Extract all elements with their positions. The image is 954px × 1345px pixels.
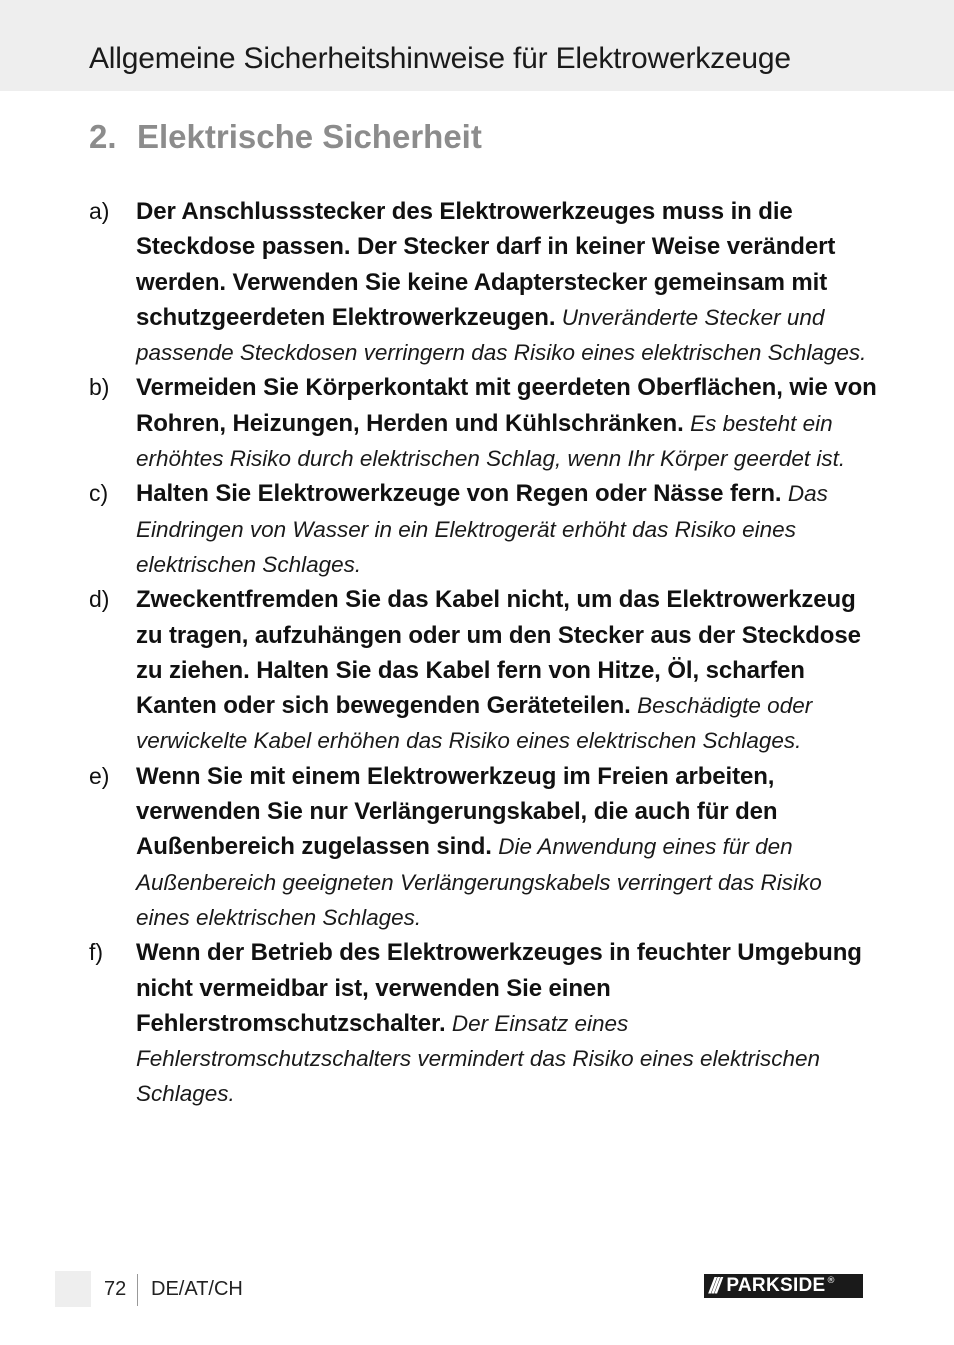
item-italic-text: Das Eindringen von Wasser in ein Elektrogerät erhöht das Risiko eines elektrischen Schlages. bbox=[136, 481, 828, 577]
list-item-e bbox=[89, 759, 879, 935]
item-body bbox=[136, 370, 879, 476]
item-body bbox=[136, 582, 879, 758]
item-marker: a) bbox=[89, 198, 110, 224]
item-bold-text: Halten Sie Elektrowerkzeuge von Regen oder Nässe fern. bbox=[136, 480, 782, 508]
section-title: Elektrische Sicherheit bbox=[137, 118, 482, 155]
item-bold-text: Wenn Sie mit einem Elektrowerkzeug im Freien arbeiten, verwenden Sie nur Verlängerungskabel, die auch für den Außenbereich zugelassen sind. bbox=[136, 762, 778, 861]
logo-brand-text: PARKSIDE bbox=[726, 1275, 826, 1296]
safety-list bbox=[89, 194, 879, 1112]
page-header-title: Allgemeine Sicherheitshinweise für Elektrowerkzeuge bbox=[89, 42, 791, 75]
item-body bbox=[136, 476, 879, 582]
item-body bbox=[136, 759, 879, 935]
item-bold-text: Vermeiden Sie Körperkontakt mit geerdeten Oberflächen, wie von Rohren, Heizungen, Herden und Kühlschränken. bbox=[136, 374, 877, 437]
item-italic-text: Die Anwendung eines für den Außenbereich geeigneten Verlängerungskabels verringert das Risiko eines elektrischen Schlages. bbox=[136, 834, 822, 930]
logo-registered-mark: ® bbox=[826, 1276, 836, 1286]
locale-label: DE/AT/CH bbox=[151, 1278, 243, 1300]
section-heading bbox=[89, 118, 482, 156]
footer-divider bbox=[137, 1274, 138, 1306]
logo-stripes-icon: /// bbox=[709, 1274, 719, 1298]
item-italic-text: Beschädigte oder verwickelte Kabel erhöhen das Risiko eines elektrischen Schlages. bbox=[136, 693, 813, 754]
list-item-b bbox=[89, 370, 879, 476]
section-number: 2. bbox=[89, 118, 117, 155]
item-bold-text: Der Anschlussstecker des Elektrowerkzeuges muss in die Steckdose passen. Der Stecker darf in keiner Weise verändert werden. Verwenden Sie keine Adapterstecker gemeinsam mit schutzgeerdeten Elektrowerkzeugen. bbox=[136, 198, 836, 331]
item-italic-text: Unveränderte Stecker und passende Steckdosen verringern das Risiko eines elektrischen Schlages. bbox=[136, 304, 867, 366]
item-marker: e) bbox=[89, 762, 110, 789]
parkside-logo bbox=[704, 1274, 863, 1298]
item-italic-text: Es besteht ein erhöhtes Risiko durch elektrischen Schlag, wenn Ihr Körper geerdet ist. bbox=[136, 410, 846, 472]
item-bold-text: Wenn der Betrieb des Elektrowerkzeuges in feuchter Umgebung nicht vermeidbar ist, verwenden Sie einen Fehlerstromschutzschalter. bbox=[136, 939, 862, 1037]
page-number: 72 bbox=[104, 1278, 127, 1300]
item-marker: b) bbox=[89, 374, 110, 401]
list-item-d bbox=[89, 582, 879, 758]
list-item-a bbox=[89, 194, 879, 370]
item-bold-text: Zweckentfremden Sie das Kabel nicht, um das Elektrowerkzeug zu tragen, aufzuhängen oder um den Stecker aus der Steckdose zu ziehen. Halten Sie das Kabel fern von Hitze, Öl, scharfen Kanten oder sich bewegenden Geräteteilen. bbox=[136, 586, 861, 720]
item-italic-text: Der Einsatz eines Fehlerstromschutzschalters vermindert das Risiko eines elektrischen Schlages. bbox=[136, 1010, 821, 1107]
footer-page-box bbox=[55, 1271, 91, 1307]
item-marker: c) bbox=[89, 480, 109, 507]
list-item-c bbox=[89, 476, 879, 582]
list-item-f bbox=[89, 935, 879, 1111]
item-marker: d) bbox=[89, 586, 110, 613]
item-marker: f) bbox=[89, 939, 104, 966]
item-body bbox=[136, 935, 879, 1111]
item-body bbox=[136, 194, 879, 370]
